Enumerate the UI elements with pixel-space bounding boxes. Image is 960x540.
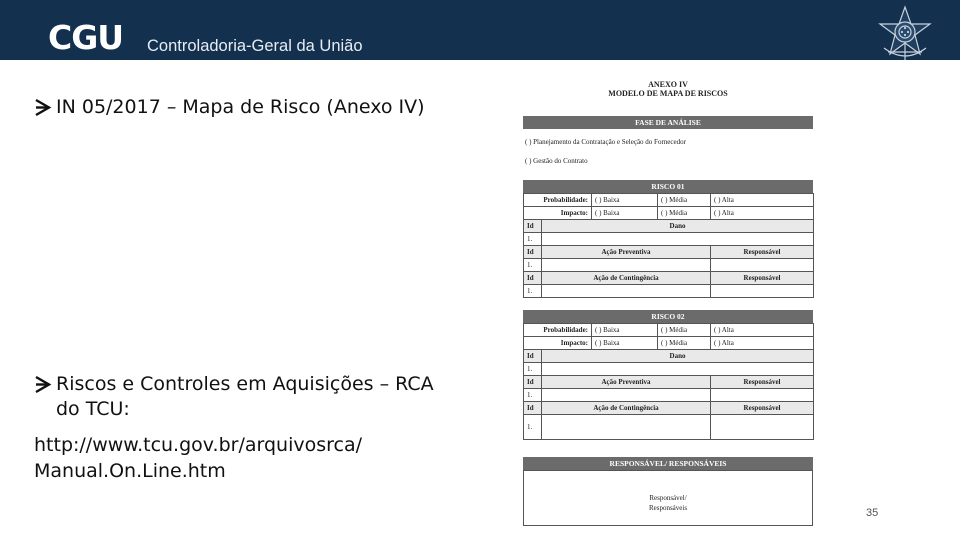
bullet-rca-tcu bbox=[34, 372, 454, 422]
responsibles-box bbox=[523, 470, 813, 526]
preventive-cell bbox=[542, 259, 711, 272]
bullet-text: IN 05/2017 – Mapa de Risco (Anexo IV) bbox=[56, 96, 425, 118]
risk-table bbox=[523, 193, 814, 298]
phase-option-management: ( ) Gestão do Contrato bbox=[525, 157, 588, 165]
preventive-cell bbox=[542, 389, 711, 402]
risk-header: RISCO 01 bbox=[523, 180, 813, 193]
row-id: 1. bbox=[524, 389, 542, 402]
damage-header: Dano bbox=[542, 350, 814, 363]
contingency-cell bbox=[542, 415, 711, 440]
contingency-cell bbox=[542, 285, 711, 298]
page-number: 35 bbox=[866, 507, 879, 519]
responsible-header: Responsável bbox=[711, 272, 814, 285]
probability-high: ( ) Alta bbox=[711, 324, 814, 337]
contingency-header: Ação de Contingência bbox=[542, 272, 711, 285]
row-id: 1. bbox=[524, 259, 542, 272]
preventive-header: Ação Preventiva bbox=[542, 376, 711, 389]
row-id: 1. bbox=[524, 285, 542, 298]
responsible-cell bbox=[711, 415, 814, 440]
probability-low: ( ) Baixa bbox=[592, 194, 658, 207]
risk-map-form bbox=[523, 80, 813, 512]
preventive-header: Ação Preventiva bbox=[542, 246, 711, 259]
id-header: Id bbox=[524, 350, 542, 363]
form-subtitle: MODELO DE MAPA DE RISCOS bbox=[608, 89, 728, 98]
risk-01-block bbox=[523, 180, 813, 298]
responsible-header: Responsável bbox=[711, 376, 814, 389]
risk-table bbox=[523, 323, 814, 440]
impact-medium: ( ) Média bbox=[658, 207, 711, 220]
responsibles-header: RESPONSÁVEL/ RESPONSÁVEIS bbox=[523, 457, 813, 470]
responsibles-line: Responsável/ bbox=[649, 494, 687, 502]
arrow-bullet-icon bbox=[34, 372, 54, 397]
brazil-coat-of-arms-icon bbox=[874, 4, 936, 66]
probability-medium: ( ) Média bbox=[658, 324, 711, 337]
row-id: 1. bbox=[524, 363, 542, 376]
phase-header: FASE DE ANÁLISE bbox=[523, 116, 813, 129]
impact-low: ( ) Baixa bbox=[592, 337, 658, 350]
responsibles-block bbox=[523, 457, 813, 526]
arrow-bullet-icon bbox=[34, 95, 54, 120]
id-header: Id bbox=[524, 246, 542, 259]
impact-high: ( ) Alta bbox=[711, 207, 814, 220]
id-header: Id bbox=[524, 272, 542, 285]
id-header: Id bbox=[524, 376, 542, 389]
probability-high: ( ) Alta bbox=[711, 194, 814, 207]
impact-medium: ( ) Média bbox=[658, 337, 711, 350]
header-bar bbox=[0, 0, 960, 60]
responsible-cell bbox=[711, 285, 814, 298]
responsibles-text bbox=[524, 493, 812, 513]
bullet-in-05-2017 bbox=[34, 95, 454, 120]
row-id: 1. bbox=[524, 233, 542, 246]
impact-low: ( ) Baixa bbox=[592, 207, 658, 220]
id-header: Id bbox=[524, 220, 542, 233]
contingency-header: Ação de Contingência bbox=[542, 402, 711, 415]
damage-header: Dano bbox=[542, 220, 814, 233]
tcu-manual-link[interactable]: http://www.tcu.gov.br/arquivosrca/ Manual.On.Line.htm bbox=[34, 434, 363, 482]
risk-header: RISCO 02 bbox=[523, 310, 813, 323]
impact-high: ( ) Alta bbox=[711, 337, 814, 350]
responsible-cell bbox=[711, 389, 814, 402]
responsible-header: Responsável bbox=[711, 402, 814, 415]
impact-label: Impacto: bbox=[524, 207, 592, 220]
impact-label: Impacto: bbox=[524, 337, 592, 350]
responsibles-line: Responsáveis bbox=[648, 504, 688, 512]
risk-02-block bbox=[523, 310, 813, 440]
probability-low: ( ) Baixa bbox=[592, 324, 658, 337]
probability-medium: ( ) Média bbox=[658, 194, 711, 207]
bullet-text: Riscos e Controles em Aquisições – RCA do TCU: bbox=[56, 373, 434, 420]
phase-option-planning: ( ) Planejamento da Contratação e Seleção do Fornecedor bbox=[525, 138, 686, 146]
form-title: ANEXO IV bbox=[648, 80, 688, 89]
row-id: 1. bbox=[524, 415, 542, 440]
brand-logo-text: CGU bbox=[48, 18, 124, 57]
id-header: Id bbox=[524, 402, 542, 415]
responsible-header: Responsável bbox=[711, 246, 814, 259]
probability-label: Probabilidade: bbox=[524, 324, 592, 337]
damage-cell bbox=[542, 233, 814, 246]
damage-cell bbox=[542, 363, 814, 376]
org-name: Controladoria-Geral da União bbox=[147, 37, 363, 55]
probability-label: Probabilidade: bbox=[524, 194, 592, 207]
responsible-cell bbox=[711, 259, 814, 272]
